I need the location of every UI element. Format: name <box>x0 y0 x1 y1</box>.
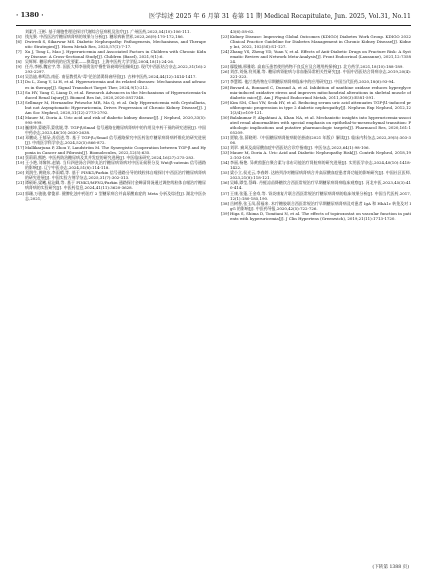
reference-text: 岳树香,张玉凤,薛福来. 木疗糖胶联合西医常规治疗早期糖尿病肾病及对患者 IgA 和 HbA1c 转免及对 IgG 的影响[J]. 中医药导报,2020,42(5):722-726. <box>230 200 411 211</box>
reference-columns <box>16 29 411 557</box>
reference-text: Sellmayr M, Hernandez Petzsche MR, Ma Q, et al. Only Hyperuricemia with Crystalluria, but not Asymptomatic Hyperuricemia, Drives Progression of Chronic Kidney Disease[J]. J Am Soc Nephrol, 2020,31(12):2773-2792. <box>25 99 206 115</box>
reference-entry <box>16 160 206 170</box>
reference-text: 吴峰,谭莹,蔡峰. 丹蛭凉苗降糖饮合西医常规治疗早期糖尿病肾病临床观察[J]. 河北中医,2023,45(3):410-414. <box>230 180 411 191</box>
reference-text: Su HY, Yang C, Liang D, et al. Research Advances in the Mechanisms of Hyperuricemia-Induced Renal Injury[J]. Biomed Res Int, 2020,2020:5817348. <box>25 89 206 100</box>
reference-number: [11] <box>16 79 25 85</box>
reference-entry <box>221 34 411 49</box>
reference-number: [25] <box>221 64 230 70</box>
reference-text: 刘润生,黄晓东,李雨晴,等. 基于 PINK1/Parkin 信号通路分导的线粒体自噬探讨中西医治疗糖尿病肾病的研究进展[J]. 中国实验方剂学杂志,2025,31(7):302-313. <box>25 170 206 181</box>
reference-number: [28] <box>221 84 230 90</box>
reference-text: Du L, Zong Y, Li H, et al. Hyperuricemia and its related diseases: Mechanisms and advances in therapy[J]. Signal Transduct Target Ther, 2024,9(1):212. <box>25 79 206 90</box>
reference-text: Mauer M, Doria A. Uric Acid and Diabetic Nephropathy Risk[J]. Contrib Nephrol, 2018,192:103-109. <box>230 150 411 161</box>
reference-text: 王康,张蓬,王金寿,等. 肾炎康复片联合西医常规治疗糖尿病肾病的临床效果分析[J]. 中国当代医药,2017,12(1):180-185,190. <box>230 190 411 201</box>
reference-number: [22] <box>16 190 25 196</box>
reference-text: Balakumar P, Alqahtani A, Khan NA, et al. Mechanistic insights into hyperuricemia-associated renal abnormalities with special emphasis on epithelial-to-mesenchymal transition: Pathologic implications and putative pharmacologic targets[J]. Pharmacol Res, 2020,161:105209. <box>230 114 411 135</box>
reference-column-left <box>16 29 206 557</box>
reference-entry <box>16 191 206 201</box>
reference-text: 蔡莉莉,熊艳. 中医药防治糖尿病及其并发症的研究进展[J]. 中医临床研究,2024,16(27):275-283. <box>25 155 195 161</box>
reference-text: 梁小立,侯光云,李春婷. 达格列净对糖尿病肾病合并高尿酸血症患者肾功能的影响研究[J]. 中国社区医师,2023,21(8):118-121. <box>230 170 411 181</box>
reference-entry <box>16 64 206 74</box>
reference-entry <box>16 79 206 89</box>
page-number: · 1380 · <box>16 11 44 19</box>
reference-entry <box>16 100 206 115</box>
reference-number: [16] <box>16 134 25 140</box>
reference-number: [39] <box>221 210 230 216</box>
reference-number: [30] <box>221 114 230 120</box>
reference-entry <box>16 39 206 49</box>
reference-number: [31] <box>221 134 230 140</box>
reference-entry <box>221 160 411 170</box>
reference-entry <box>16 125 206 135</box>
reference-number: [36] <box>221 180 230 186</box>
reference-entry <box>16 170 206 180</box>
reference-entry <box>221 201 411 211</box>
reference-text: Zhang YS, Zheng YD, Yuan Y, et al. Effects of Anti-Diabetic Drugs on Fracture Risk: A Systematic Review and Network Meta-Analysis[J]. Front Endocrinol (Lausanne), 2021,12:735824. <box>230 49 411 65</box>
reference-entry <box>221 69 411 79</box>
reference-number: [26] <box>221 69 230 75</box>
reference-number: [17] <box>16 145 25 151</box>
reference-number: [6] <box>16 39 22 45</box>
reference-text: Kim SM, Choi YW, Seok HY, et al. Reducing serum uric acid attenuates TGF-β1-induced profibrogenic progression in type 2 diabetic nephropathy[J]. Nephron Exp Nephrol, 2012,121(3/4):e109-121. <box>230 99 411 115</box>
reference-entry <box>221 180 411 190</box>
reference-text: 谭硕昕,梁曦,易沁卿,等. 基于 PINK1/MFN2/Parkin 通路探讨金蝉清肾汤通过调控线粒体自噬治疗糖尿病肾病的实验研究[J]. 中医药信息,2024,41(11):3620-3628. <box>25 180 206 191</box>
continuation-note: (下转第 1388 页) <box>372 565 409 570</box>
reference-text: 钱光聚. 中西医治疗糖尿病肾病的效果与分析[J]. 糖尿病新世界,2023,26(9):170-172,186. <box>25 34 184 40</box>
reference-text: 任丹,李彬,魏宏宇,等. 国医大师李佃贵治疗慢性肾衰竭经验撷英[J]. 现代中西医结合杂志,2022,31(16):2293-2297. <box>25 64 206 75</box>
reference-text: 李丽,杨艳. 异黄茵蛋白聚合素与非布司他治疗肾脏病的研究进展[J]. 实用医学杂志,2024,40(10):1418-1422. <box>230 160 411 171</box>
reference-number: [37] <box>221 190 230 196</box>
reference-number: [13] <box>16 99 25 105</box>
reference-number: [10] <box>16 74 25 80</box>
reference-text: 刘素月,王彬. 基于细胞性理论探讨代谢综合征病机及治疗[J]. 广州医药,2023,54(10):106-111. <box>25 29 191 34</box>
reference-entry <box>16 180 206 190</box>
reference-number: [32] <box>221 145 230 151</box>
reference-text: 李慧嫣. 他汀类药物在早期糖尿病肾病临床中的应用研究[J]. 中国当代医药,2020,18(6):93-94. <box>230 79 395 85</box>
reference-text: 43(6):58-62. <box>230 29 255 34</box>
reference-entry <box>16 90 206 100</box>
reference-entry <box>16 115 206 125</box>
reference-text: 巍康坤,蒙晓萍,蒙欣媛,等. TGF-β/Smad 信号通路在糖尿病肾病中的作用及中药干预的研究进展[J]. 中国中药杂志,2023,48(10):2630-2638. <box>25 124 206 135</box>
reference-number: [8] <box>16 59 22 65</box>
reference-number: [18] <box>16 155 25 161</box>
reference-entry <box>221 191 411 201</box>
reference-number: [33] <box>221 150 230 156</box>
reference-text: 吴辉辉. 糖尿病病机的启发要素——换毒[J]. 上海中医药大学学报,2004,18(1):24-26. <box>25 59 175 65</box>
reference-number: [21] <box>16 180 25 186</box>
reference-entry <box>16 135 206 145</box>
reference-number: [27] <box>221 79 230 85</box>
reference-number: [12] <box>16 89 25 95</box>
reference-text: Mallikarjuna P, Zhou Y, Landström M. The Synergistic Cooperation between TGF-β and Hypoxia in Cancer and Fibrosis[J]. Biomolecules, 2022,12(5):635. <box>25 145 206 156</box>
reference-text: 鄢俊楠,邢雅晗. 高血压患者使用药物不良反应及合理用药探析[J]. 北方药学,2021,18(10):188-189. <box>230 64 404 70</box>
reference-number: [5] <box>16 34 22 40</box>
reference-text: Xu J, Tong L, Mao J. Hyperuricemia and Associated Factors in Children with Chronic Kidney Disease: A Cross-Sectional Study[J]. Children (Basel), 2021,9(1):6. <box>25 49 206 60</box>
reference-number: [14] <box>16 114 25 120</box>
reference-number: [19] <box>16 160 25 166</box>
reference-number: [15] <box>16 124 25 130</box>
reference-text: 贾敏,张,薛晓明.《中国糖尿病肾脏病防治指南(2021 年版)》解读[J]. 临床内科杂志,2022,39(5):303-306. <box>230 134 411 146</box>
reference-number: [23] <box>221 34 230 40</box>
reference-text: 王小艳,刘黎休,赵婧. 当归四逆汤合四妙丸治疗糖尿病肾病对中医证候积分及 Wnt/β-catenin 信号通路的影响[J]. 辽宁中医杂志,2024,51(8):114-118. <box>25 160 206 171</box>
header-divider <box>16 25 411 26</box>
journal-title: 医学综述 2025 年 6 月第 31 卷第 11 期 Medical Recapitulate, Jun. 2025, Vol.31, No.11 <box>149 13 411 20</box>
reference-number: [38] <box>221 200 230 206</box>
reference-entry <box>221 85 411 100</box>
reference-text: 郭珊,万骏骏,徐俊祥. 健脾化浊中药治疗 2 型糖尿病合并高尿酸血症的 Meta 分析及综述[J]. 湖北中医杂志,2021, <box>25 190 206 201</box>
reference-entry <box>221 100 411 115</box>
reference-entry <box>221 211 411 221</box>
page-header <box>16 11 411 23</box>
reference-number: [20] <box>16 170 25 176</box>
reference-text: 吴浩迪,林鸣浩,南征. 南征教授从"毒"论治消渴肾衰经验[J]. 吉林中医药,2024,44(12):1414-1417. <box>25 74 197 80</box>
reference-entry <box>221 170 411 180</box>
reference-number: [29] <box>221 99 230 105</box>
reference-text: 刘彦,刘扬,符茂瑾,等. 糖尿病肾脏病与非血脂异常相关性研究[J]. 中国中西医结合肾病杂志,2019,20(4):321-323. <box>230 69 411 80</box>
reference-entry <box>221 49 411 64</box>
reference-entry <box>16 145 206 155</box>
reference-text: Kidney Disease: Improving Global Outcomes (KDIGO) Diabetes Work Group. KDIGO 2022 Clinical Practice Guideline for Diabetes Management in Chronic Kidney Disease[J]. Kidney Int, 2022, 102(5S):S1-127. <box>230 34 411 50</box>
reference-text: 刘翠. 痛风及高尿酸血症中西医结合诊疗指南[J]. 中医杂志,2023,64(1):98-106. <box>230 145 370 151</box>
reference-column-right <box>221 29 411 557</box>
reference-entry <box>16 49 206 59</box>
reference-number: [9] <box>16 64 22 70</box>
reference-number: [34] <box>221 160 230 166</box>
reference-text: Buvard A, Bonnard C, Durand A, et al. Inhibition of xanthine oxidase reduces hyperglycemia-induced oxidative stress and improves mitochondrial alterations in skeletal muscle of diabetic mice[J]. Am J Physiol Endocrinol Metab, 2011,300(3):E581-591. <box>230 84 411 100</box>
reference-entry <box>221 115 411 135</box>
reference-text: 邓鹏成,王郁朵,苏倍进,等. 基于 TGF-β₁/Smad 信号通路探究中医药治疗糖尿病肾病纤维化的研究进展[J]. 中南医学科学杂志,2024,52(5):866-872. <box>25 134 206 146</box>
reference-text: Higa S, Shima D, Tomitani N, et al. The effects of topiroxostat on vascular function in patients with hyperuricemia[J]. J Clin Hypertens (Greenwich), 2019,21(11):1713-1720. <box>230 210 411 221</box>
reference-entry <box>221 150 411 160</box>
reference-entry <box>221 135 411 145</box>
reference-number: [35] <box>221 170 230 176</box>
reference-text: Mauer M, Doria A. Uric acid and risk of diabetic kidney disease[J]. J Nephrol, 2020,33(5):995-999. <box>25 114 206 125</box>
reference-number: [24] <box>221 49 230 55</box>
reference-text: Dwivedi S, Sikarwar MS. Diabetic Nephropathy: Pathogenesis, Mechanisms, and Therapeutic Strategies[J]. Horm Metab Res, 2025,57(1):7-17. <box>25 39 206 50</box>
reference-number: [7] <box>16 49 22 55</box>
